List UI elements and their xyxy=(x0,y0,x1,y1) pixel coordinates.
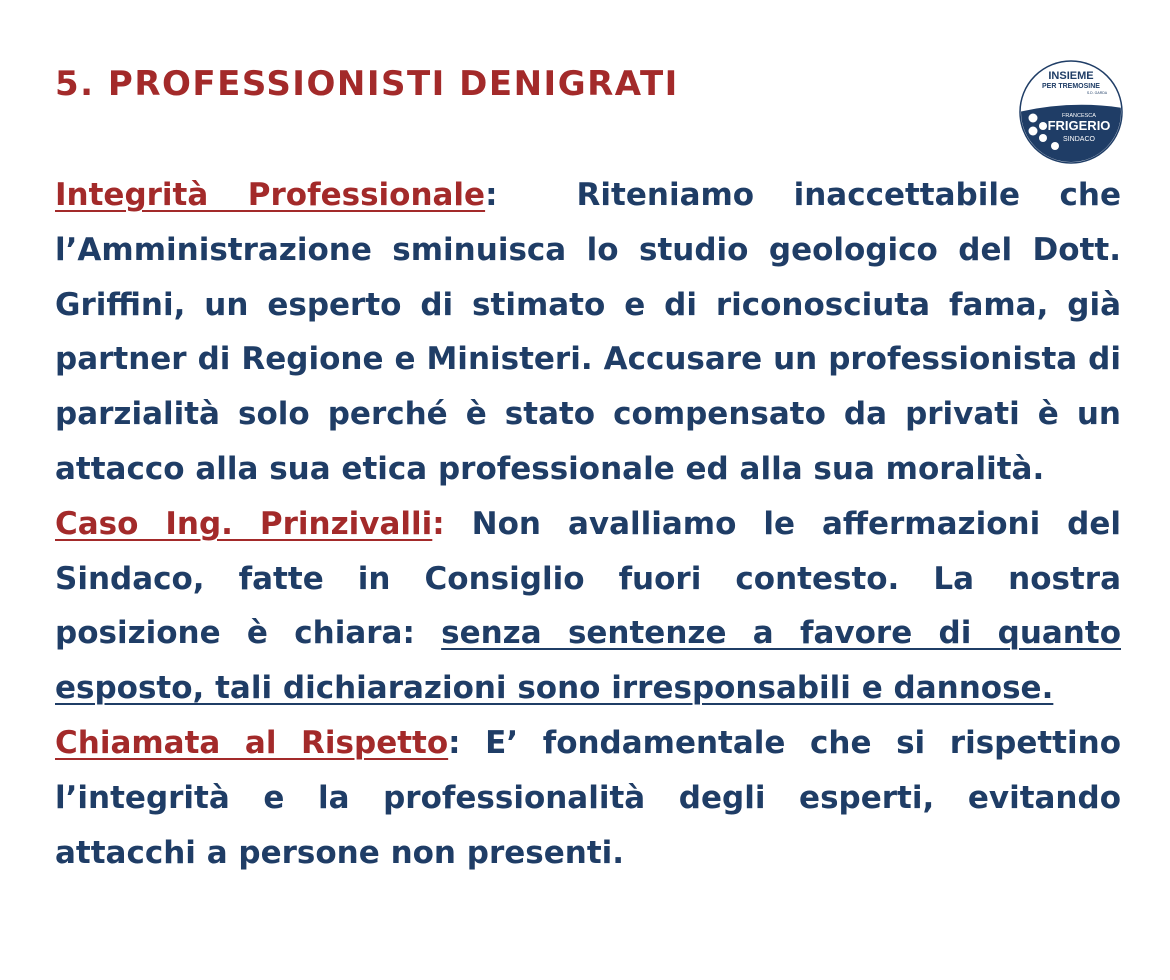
heading-colon: : xyxy=(432,505,445,542)
paragraph-integrita xyxy=(55,168,1132,497)
party-symbol-icon xyxy=(1029,127,1038,136)
paragraph-text: Riteniamo inaccettabile che l’Amministrazione sminuisca lo studio geologico del Dott. Griffini, un esperto di stimato e di riconosciuta fama, già partner di Regione e Ministeri. Accusare un professionista di parzialità solo perché è stato compensato da privati è un attacco alla sua etica professionale ed alla sua moralità. xyxy=(55,177,1132,487)
paragraph-rispetto xyxy=(55,716,1121,880)
logo-line5: FRIGERIO xyxy=(1047,118,1111,133)
paragraph-text: E’ fondamentale che si rispettino l’integrità e la professionalità degli esperti, evitando attacchi a persone non presenti. xyxy=(55,724,1121,871)
section-heading: Chiamata al Rispetto xyxy=(55,724,449,761)
emphasized-text: senza sentenze a favore di quanto esposto, tali dichiarazioni sono irresponsabili e dannose. xyxy=(55,615,1121,707)
logo-line3: S.D. GARDA xyxy=(1086,91,1108,95)
party-symbol-icon xyxy=(1039,122,1047,130)
logo-line1: INSIEME xyxy=(1048,70,1094,82)
logo-line2: PER TREMOSINE xyxy=(1042,83,1100,90)
section-heading: Caso Ing. Prinzivalli xyxy=(55,505,433,542)
paragraph-text: Non avalliamo le affermazioni del Sindaco, fatte in Consiglio fuori contesto. La nostra posizione è chiara: xyxy=(55,505,1121,652)
party-symbol-icon xyxy=(1051,142,1059,150)
paragraph-prinzivalli xyxy=(55,497,1121,716)
page-title: 5. PROFESSIONISTI DENIGRATI xyxy=(55,64,679,104)
logo-line4: FRANCESCA xyxy=(1062,113,1096,119)
heading-colon: : xyxy=(485,177,498,213)
article-body xyxy=(55,168,1132,880)
party-symbol-icon xyxy=(1039,134,1047,142)
logo-line6: SINDACO xyxy=(1063,136,1095,143)
party-logo xyxy=(1019,60,1123,164)
section-heading: Integrità Professionale xyxy=(55,177,486,213)
heading-colon: : xyxy=(448,724,461,761)
party-symbol-icon xyxy=(1029,114,1038,123)
